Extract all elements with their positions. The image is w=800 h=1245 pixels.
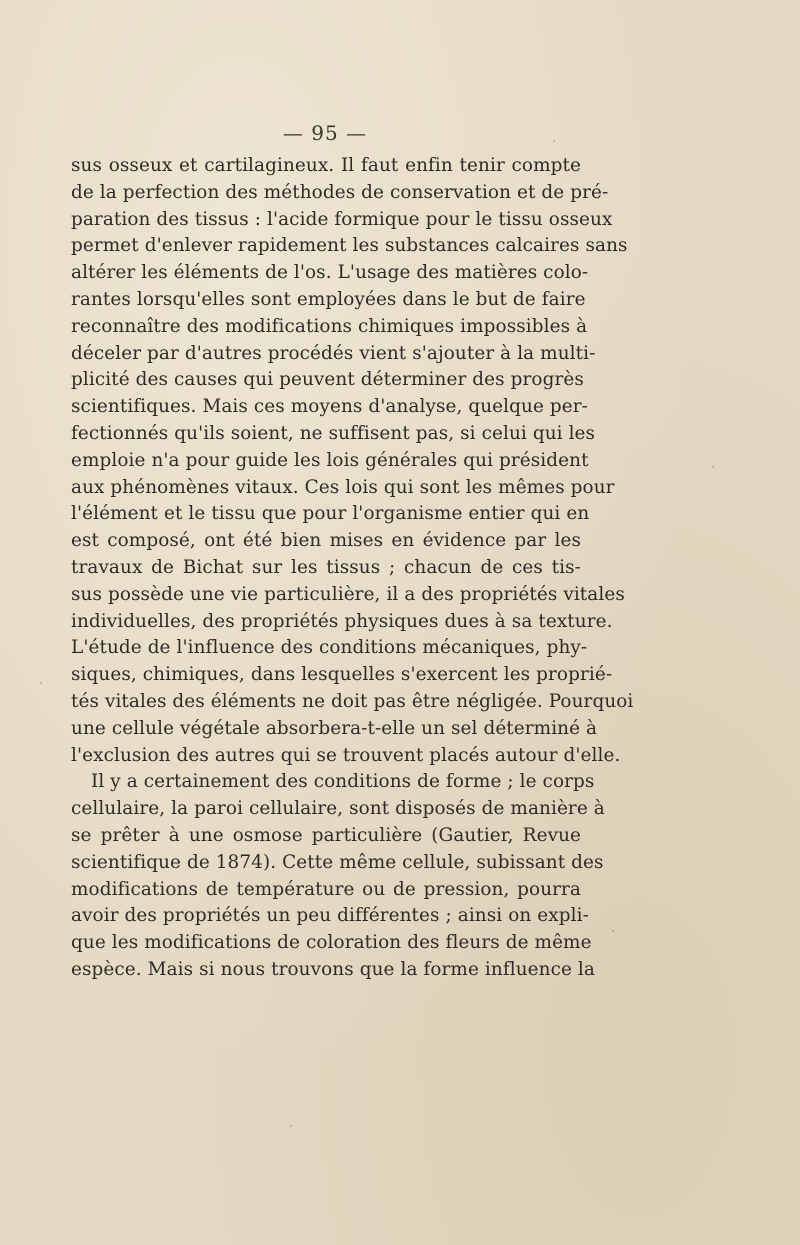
text-line: avoir des propriétés un peu différentes ; ainsi on expli- [71,905,589,927]
text-line: déceler par d'autres procédés vient s'ajouter à la multi- [71,342,596,364]
paper-speck [612,930,614,932]
text-line: tés vitales des éléments ne doit pas être négligée. Pourquoi [71,690,634,712]
paragraph-start-line: Il y a certainement des conditions de forme ; le corps [91,771,595,793]
text-line: plicité des causes qui peuvent déterminer des progrès [71,369,584,391]
text-line: L'étude de l'influence des conditions mécaniques, phy- [71,637,588,659]
text-line: l'exclusion des autres qui se trouvent placés autour d'elle. [71,744,621,766]
text-line: modifications de température ou de pression, pourra [71,878,581,900]
text-line: permet d'enlever rapidement les substances calcaires sans [71,235,628,257]
body-text [71,153,634,984]
text-line: sus possède une vie particulière, il a des propriétés vitales [71,583,625,605]
text-line: scientifique de 1874). Cette même cellule, subissant des [71,851,604,873]
text-line: espèce. Mais si nous trouvons que la forme influence la [71,958,595,980]
text-line: est composé, ont été bien mises en évidence par les [71,530,581,552]
text-line: reconnaître des modifications chimiques impossibles à [71,315,588,337]
text-line: individuelles, des propriétés physiques dues à sa texture. [71,610,613,632]
paper-speck [553,140,555,142]
text-line: une cellule végétale absorbera-t-elle un sel déterminé à [71,717,598,739]
paper-speck [290,1125,292,1127]
text-line: emploie n'a pour guide les lois générales qui président [71,449,589,471]
paper-speck [40,682,42,684]
text-line: se prêter à une osmose particulière (Gautier, Revue [71,824,581,846]
page-number: — 95 — [282,121,368,145]
text-line: de la perfection des méthodes de conservation et de pré- [71,181,609,203]
text-line: fectionnés qu'ils soient, ne suffisent pas, si celui qui les [71,422,596,444]
text-line: que les modifications de coloration des fleurs de même [71,932,592,954]
paper-speck [608,760,610,762]
text-line: l'élément et le tissu que pour l'organisme entier qui en [71,503,590,525]
text-line: travaux de Bichat sur les tissus ; chacun de ces tis- [71,556,581,578]
text-line: altérer les éléments de l'os. L'usage des matières colo- [71,262,589,284]
text-line: siques, chimiques, dans lesquelles s'exercent les proprié- [71,664,613,686]
text-line: cellulaire, la paroi cellulaire, sont disposés de manière à [71,798,605,820]
text-line: scientifiques. Mais ces moyens d'analyse, quelque per- [71,396,588,418]
text-line: aux phénomènes vitaux. Ces lois qui sont les mêmes pour [71,476,615,498]
text-line: paration des tissus : l'acide formique pour le tissu osseux [71,208,613,230]
text-line: rantes lorsqu'elles sont employées dans le but de faire [71,288,586,310]
text-line: sus osseux et cartilagineux. Il faut enfin tenir compte [71,155,581,176]
paper-speck [712,466,714,468]
